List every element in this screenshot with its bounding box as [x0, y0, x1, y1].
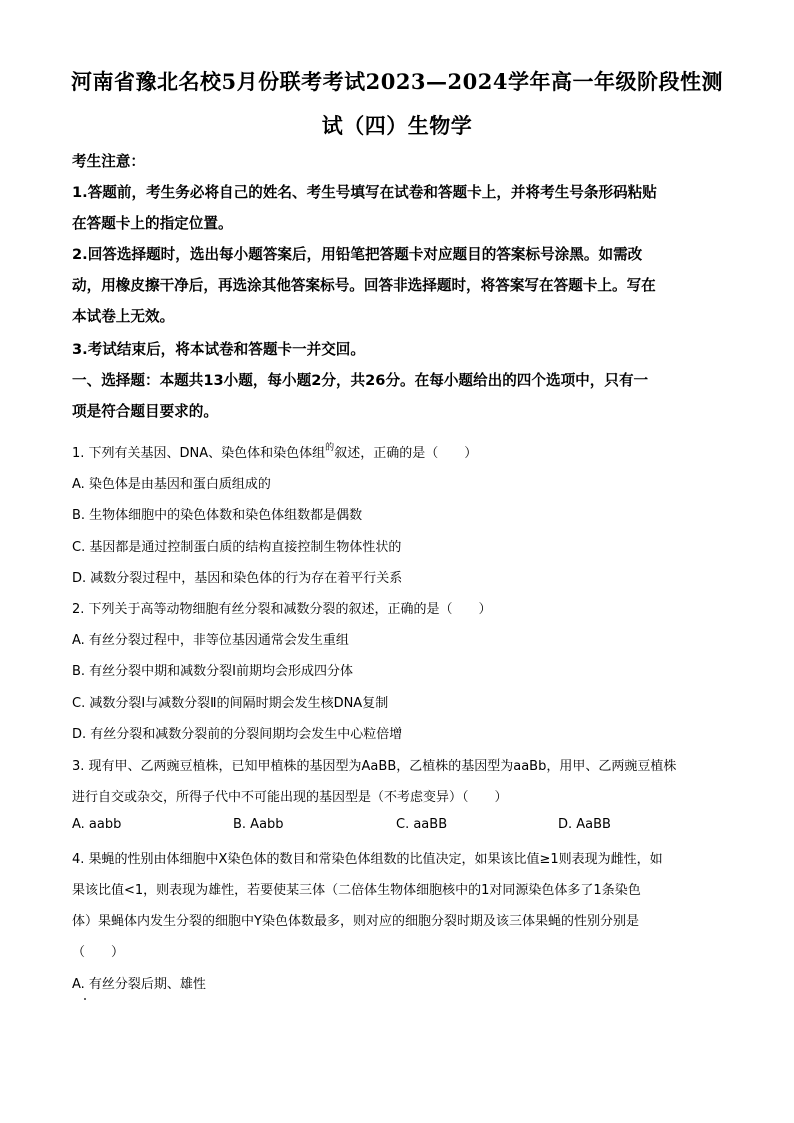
question-1-stem-part-a: 1. 下列有关基因、DNA、染色体和染色体组 — [72, 446, 326, 461]
question-2-option-c: C. 减数分裂Ⅰ与减数分裂Ⅱ的间隔时期会发生核DNA复制 — [72, 696, 389, 711]
question-3-stem-line: 3. 现有甲、乙两豌豆植株，已知甲植株的基因型为AaBB，乙植株的基因型为aaBb，用甲、乙两豌豆植株 — [72, 759, 677, 774]
exam-title-line-2: 试（四）生物学 — [321, 113, 473, 138]
question-3-option-a: A. aabb — [72, 817, 122, 832]
question-1-option-a: A. 染色体是由基因和蛋白质组成的 — [72, 477, 271, 492]
stray-mark — [84, 998, 86, 1000]
question-2-option-b: B. 有丝分裂中期和减数分裂Ⅰ前期均会形成四分体 — [72, 664, 354, 679]
question-2-stem: 2. 下列关于高等动物细胞有丝分裂和减数分裂的叙述，正确的是（ ） — [72, 602, 492, 617]
exam-title-line-1: 河南省豫北名校5月份联考考试2023—2024学年高一年级阶段性测 — [70, 69, 723, 94]
question-1-option-b: B. 生物体细胞中的染色体数和染色体组数都是偶数 — [72, 508, 363, 523]
question-1-stem-part-b: 叙述，正确的是（ ） — [334, 446, 478, 461]
section-heading-line-1: 一、选择题：本题共13小题，每小题2分，共26分。在每小题给出的四个选项中，只有一 — [72, 372, 649, 389]
question-2-option-d: D. 有丝分裂和减数分裂前的分裂间期均会发生中心粒倍增 — [72, 727, 403, 742]
notice-line: 2.回答选择题时，选出每小题答案后，用铅笔把答题卡对应题目的答案标号涂黑。如需改 — [72, 246, 643, 263]
question-4-stem-line: 4. 果蝇的性别由体细胞中X染色体的数目和常染色体组数的比值决定，如果该比值≥1则表现为雌性，如 — [72, 852, 663, 867]
notice-line: 3.考试结束后，将本试卷和答题卡一并交回。 — [72, 341, 365, 358]
question-1-option-c: C. 基因都是通过控制蛋白质的结构直接控制生物体性状的 — [72, 540, 402, 555]
question-1-stem-superscript: 的 — [325, 443, 335, 453]
question-3-option-d: D. AaBB — [558, 817, 611, 832]
section-heading-line-2: 项是符合题目要求的。 — [72, 403, 218, 420]
question-2-option-a: A. 有丝分裂过程中，非等位基因通常会发生重组 — [72, 633, 349, 648]
notice-heading: 考生注意： — [72, 153, 145, 170]
question-3-stem-line: 进行自交或杂交，所得子代中不可能出现的基因型是（不考虑变异）（ ） — [72, 790, 508, 805]
question-1-option-d: D. 减数分裂过程中，基因和染色体的行为存在着平行关系 — [72, 571, 403, 586]
question-4-stem-line: 体）果蝇体内发生分裂的细胞中Y染色体数最多，则对应的细胞分裂时期及该三体果蝇的性别分别是 — [72, 914, 639, 929]
notice-line: 1.答题前，考生务必将自己的姓名、考生号填写在试卷和答题卡上，并将考生号条形码粘贴 — [72, 184, 657, 201]
question-4-option-a: A. 有丝分裂后期、雄性 — [72, 977, 206, 992]
notice-line: 动，用橡皮擦干净后，再选涂其他答案标号。回答非选择题时，将答案写在答题卡上。写在 — [72, 277, 656, 294]
question-4-stem-line: 果该比值<1，则表现为雄性，若要使某三体（二倍体生物体细胞核中的1对同源染色体多了1条染色 — [72, 883, 641, 898]
question-4-stem-line: （ ） — [72, 945, 125, 960]
question-3-option-c: C. aaBB — [396, 817, 448, 832]
notice-line: 在答题卡上的指定位置。 — [72, 215, 233, 232]
question-1-stem — [72, 440, 477, 461]
question-3-option-b: B. Aabb — [233, 817, 284, 832]
notice-line: 本试卷上无效。 — [72, 308, 175, 325]
